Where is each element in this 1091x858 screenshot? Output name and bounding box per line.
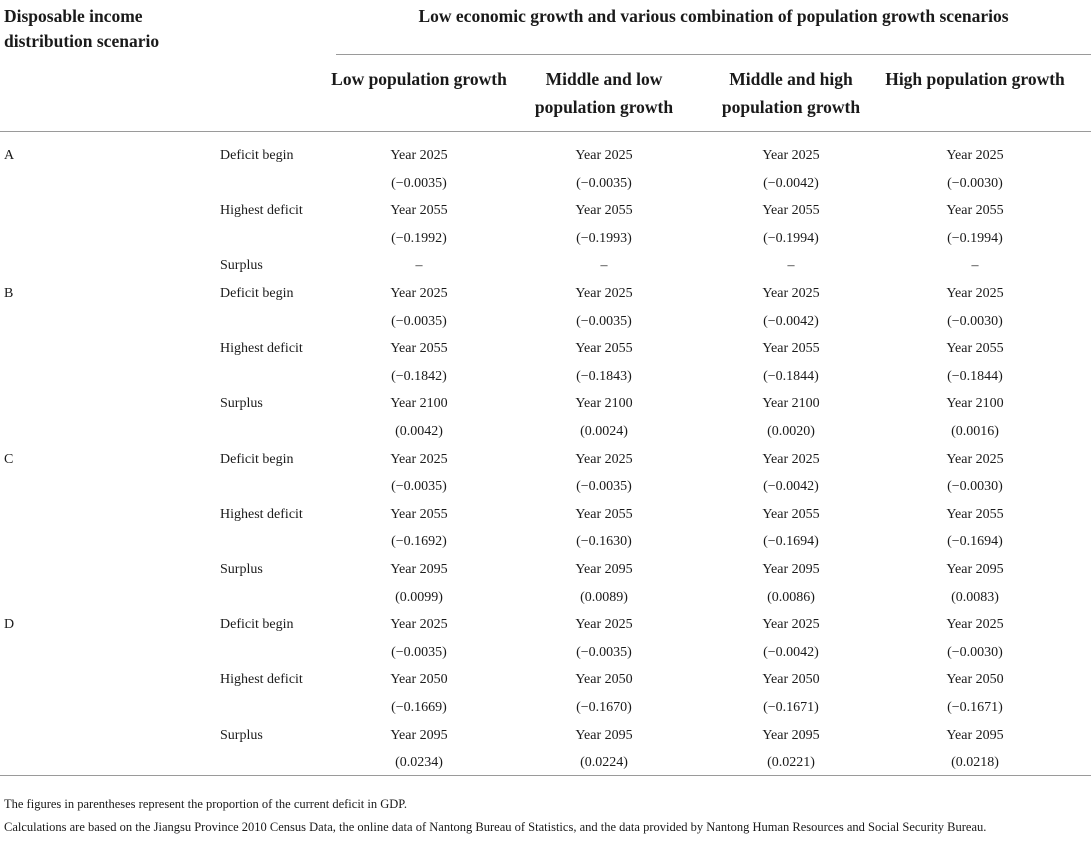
cell-year-low: Year 2025 (390, 617, 448, 633)
scenario-label: C (4, 451, 14, 467)
cell-share-middle-high: (0.0086) (767, 589, 815, 605)
scenario-label: B (4, 286, 14, 301)
cell-share-middle-high: (−0.0042) (763, 644, 819, 660)
cell-year-middle-low: Year 2055 (575, 341, 633, 357)
scenario-label: D (4, 617, 15, 633)
cell-year-middle-low: Year 2050 (575, 672, 633, 688)
cell-year-low: Year 2100 (390, 396, 448, 412)
cell-year-low: Year 2025 (390, 286, 448, 301)
cell-share-high: (0.0218) (951, 755, 999, 771)
row-label: Highest deficit (220, 672, 303, 688)
row-label: Highest deficit (220, 506, 303, 522)
row-label: Surplus (220, 258, 263, 274)
cell-year-high: Year 2095 (946, 562, 1004, 577)
cell-share-low: (−0.0035) (391, 313, 447, 329)
cell-year-high: Year 2095 (946, 727, 1004, 743)
cell-year-middle-high: – (787, 258, 795, 274)
row-label: Deficit begin (220, 617, 294, 633)
cell-share-middle-low: (0.0024) (580, 424, 628, 439)
cell-share-high: (−0.0030) (947, 175, 1003, 191)
row-label: Surplus (220, 727, 263, 743)
cell-year-high: – (971, 258, 979, 274)
cell-share-low: (0.0042) (395, 424, 443, 439)
cell-year-middle-low: Year 2055 (575, 203, 633, 219)
cell-year-middle-low: Year 2025 (575, 451, 633, 467)
header-bottom-rule (0, 131, 1091, 132)
cell-year-low: – (415, 258, 423, 274)
cell-year-high: Year 2025 (946, 286, 1004, 301)
cell-share-high: (−0.1671) (947, 700, 1003, 715)
cell-share-low: (−0.0035) (391, 479, 447, 495)
cell-year-middle-high: Year 2050 (762, 672, 820, 688)
cell-share-middle-low: (−0.1843) (576, 368, 632, 384)
cell-share-middle-high: (0.0221) (767, 755, 815, 771)
row-label: Deficit begin (220, 286, 294, 301)
cell-year-low: Year 2055 (390, 341, 448, 357)
column-header-middle-low: Middle and low population growth (534, 69, 674, 117)
cell-year-middle-high: Year 2095 (762, 727, 820, 743)
cell-year-middle-low: Year 2025 (575, 617, 633, 633)
cell-share-low: (−0.1692) (391, 534, 447, 550)
cell-share-low: (−0.1992) (391, 230, 447, 246)
cell-share-middle-low: (−0.0035) (576, 644, 632, 660)
cell-year-high: Year 2025 (946, 148, 1004, 163)
cell-share-middle-high: (−0.1671) (763, 700, 819, 715)
cell-share-low: (−0.1842) (391, 368, 447, 384)
scenario-label: A (4, 148, 15, 163)
cell-share-middle-low: (0.0224) (580, 755, 628, 771)
cell-year-low: Year 2025 (390, 148, 448, 163)
cell-year-low: Year 2055 (390, 203, 448, 219)
cell-year-high: Year 2100 (946, 396, 1004, 412)
cell-year-high: Year 2050 (946, 672, 1004, 688)
row-label: Surplus (220, 562, 263, 577)
cell-year-middle-low: Year 2100 (575, 396, 633, 412)
cell-year-middle-low: Year 2095 (575, 562, 633, 577)
table-bottom-rule (0, 775, 1091, 776)
cell-year-high: Year 2025 (946, 451, 1004, 467)
cell-year-middle-high: Year 2025 (762, 148, 820, 163)
cell-year-low: Year 2050 (390, 672, 448, 688)
cell-year-middle-high: Year 2100 (762, 396, 820, 412)
cell-share-middle-high: (−0.1994) (763, 230, 819, 246)
cell-share-middle-high: (−0.0042) (763, 175, 819, 191)
cell-year-middle-high: Year 2095 (762, 562, 820, 577)
cell-year-middle-low: Year 2025 (575, 286, 633, 301)
row-label: Deficit begin (220, 451, 294, 467)
cell-year-high: Year 2055 (946, 506, 1004, 522)
cell-year-high: Year 2055 (946, 341, 1004, 357)
cell-share-high: (−0.1844) (947, 368, 1003, 384)
cell-year-low: Year 2025 (390, 451, 448, 467)
cell-year-low: Year 2095 (390, 727, 448, 743)
cell-share-middle-high: (−0.1694) (763, 534, 819, 550)
cell-year-middle-low: Year 2025 (575, 148, 633, 163)
cell-share-middle-low: (−0.1993) (576, 230, 632, 246)
cell-year-middle-high: Year 2025 (762, 286, 820, 301)
column-group-title: Low economic growth and various combination of population growth scenarios (418, 6, 1009, 26)
cell-year-middle-high: Year 2055 (762, 341, 820, 357)
cell-share-middle-low: (−0.0035) (576, 479, 632, 495)
cell-share-middle-high: (0.0020) (767, 424, 815, 439)
cell-year-middle-low: Year 2055 (575, 506, 633, 522)
cell-year-middle-low: Year 2095 (575, 727, 633, 743)
cell-year-middle-high: Year 2025 (762, 451, 820, 467)
row-label: Highest deficit (220, 203, 303, 219)
cell-year-middle-high: Year 2055 (762, 203, 820, 219)
footnote-parentheses: The figures in parentheses represent the proportion of the current deficit in GDP. (4, 797, 407, 811)
cell-year-high: Year 2025 (946, 617, 1004, 633)
cell-share-low: (0.0234) (395, 755, 443, 771)
cell-share-middle-low: (−0.0035) (576, 175, 632, 191)
column-header-high: High population growth (885, 69, 1065, 89)
cell-share-middle-low: (−0.1670) (576, 700, 632, 715)
cell-share-low: (−0.0035) (391, 175, 447, 191)
cell-year-middle-high: Year 2055 (762, 506, 820, 522)
cell-share-high: (0.0016) (951, 424, 999, 439)
cell-year-middle-high: Year 2025 (762, 617, 820, 633)
cell-share-low: (−0.0035) (391, 644, 447, 660)
group-header-divider (336, 54, 1091, 55)
cell-share-middle-high: (−0.0042) (763, 313, 819, 329)
column-header-middle-high: Middle and high population growth (721, 69, 861, 117)
cell-share-middle-high: (−0.0042) (763, 479, 819, 495)
cell-share-middle-high: (−0.1844) (763, 368, 819, 384)
cell-share-middle-low: (−0.0035) (576, 313, 632, 329)
cell-year-low: Year 2055 (390, 506, 448, 522)
row-header-scenario: Disposable income distribution scenario (4, 6, 160, 51)
cell-share-high: (−0.0030) (947, 644, 1003, 660)
cell-year-middle-low: – (600, 258, 608, 274)
row-label: Deficit begin (220, 148, 294, 163)
cell-year-low: Year 2095 (390, 562, 448, 577)
cell-year-high: Year 2055 (946, 203, 1004, 219)
row-label: Highest deficit (220, 341, 303, 357)
cell-share-middle-low: (0.0089) (580, 589, 628, 605)
cell-share-low: (0.0099) (395, 589, 443, 605)
cell-share-middle-low: (−0.1630) (576, 534, 632, 550)
cell-share-high: (−0.1694) (947, 534, 1003, 550)
cell-share-high: (−0.0030) (947, 313, 1003, 329)
cell-share-high: (−0.0030) (947, 479, 1003, 495)
footnote-source: Calculations are based on the Jiangsu Province 2010 Census Data, the online data of Nantong Bureau of Statistics, and the data provided by Nantong Human Resources and Social Security Bureau. (4, 820, 987, 834)
row-label: Surplus (220, 396, 263, 412)
cell-share-high: (−0.1994) (947, 230, 1003, 246)
cell-share-high: (0.0083) (951, 589, 999, 605)
cell-share-low: (−0.1669) (391, 700, 447, 715)
column-header-low: Low population growth (331, 69, 507, 89)
